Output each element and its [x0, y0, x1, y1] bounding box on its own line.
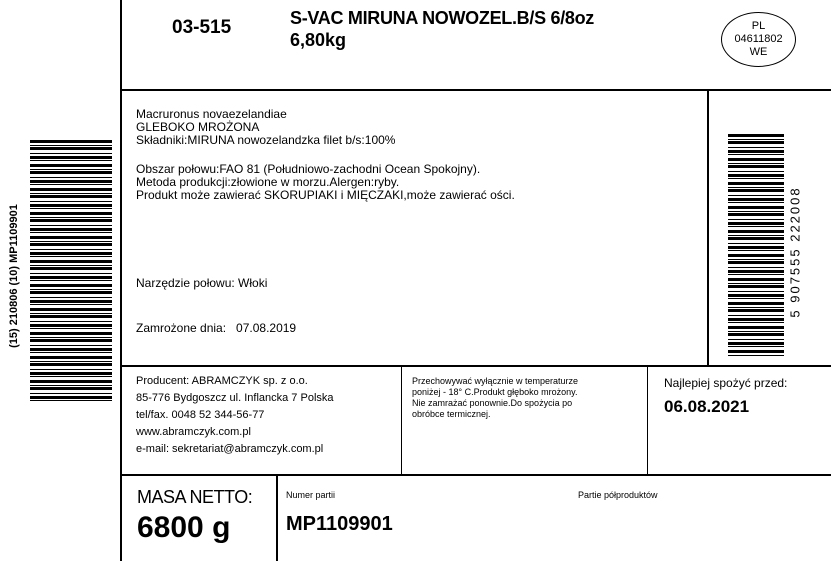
barcode-bar — [728, 315, 784, 316]
barcode-bar — [30, 180, 112, 183]
divider-storage-left — [401, 365, 402, 475]
best-before-label: Najlepiej spożyć przed: — [664, 376, 788, 390]
barcode-bar — [30, 252, 112, 255]
barcode-bar — [30, 273, 112, 274]
barcode-bar — [30, 145, 112, 146]
barcode-bar — [728, 307, 784, 308]
ingredients: Składniki:MIRUNA nowozelandzka filet b/s:100% — [136, 133, 396, 147]
fishing-area: Obszar połowu:FAO 81 (Południowo-zachodni Ocean Spokojny). — [136, 162, 481, 176]
barcode-bar — [30, 169, 112, 170]
barcode-bar — [30, 171, 112, 174]
barcode-bar — [728, 147, 784, 148]
production-method: Metoda produkcji:złowione w morzu.Alergen:ryby. — [136, 175, 400, 189]
barcode-bar — [30, 304, 112, 305]
barcode-bar — [30, 396, 112, 399]
barcode-bar — [728, 174, 784, 177]
barcode-bar — [728, 202, 784, 203]
barcode-bar — [30, 241, 112, 242]
barcode-bar — [30, 284, 112, 287]
barcode-bar — [728, 283, 784, 284]
barcode-bar — [30, 356, 112, 359]
barcode-bar — [30, 193, 112, 194]
barcode-bar — [30, 267, 112, 270]
barcode-bar — [30, 361, 112, 362]
barcode-bar — [30, 363, 112, 366]
barcode-bar — [30, 260, 112, 263]
barcode-bar — [728, 141, 784, 144]
barcode-bar — [30, 348, 112, 351]
barcode-bar — [30, 339, 112, 342]
barcode-bar — [30, 177, 112, 178]
barcode-bar — [30, 265, 112, 266]
product-weight: 6,80kg — [290, 30, 347, 50]
barcode-bar — [728, 326, 784, 329]
species-latin: Macruronus novaezelandiae — [136, 107, 287, 121]
barcode-bar — [728, 226, 784, 227]
barcode-bar — [728, 285, 784, 288]
batch-label: Numer partii — [286, 490, 336, 500]
barcode-bar — [728, 134, 784, 137]
barcode-bar — [30, 156, 112, 159]
barcode-bar — [30, 385, 112, 386]
divider-info — [120, 365, 831, 367]
barcode-bar — [30, 337, 112, 338]
barcode-bar — [728, 331, 784, 332]
barcode-bar — [30, 184, 112, 185]
storage-line: obróbce termicznej. — [412, 409, 491, 419]
producer-email: e-mail: sekretariat@abramczyk.com.pl — [136, 443, 324, 455]
barcode-bar — [30, 225, 112, 226]
barcode-bar — [728, 346, 784, 347]
barcode-bar — [728, 195, 784, 196]
barcode-bar — [30, 140, 112, 143]
barcode-bar — [728, 235, 784, 236]
barcode-bar — [728, 302, 784, 305]
barcode-bar — [728, 261, 784, 264]
barcode-bar — [30, 147, 112, 150]
barcode-bar — [728, 309, 784, 312]
barcode-bar — [728, 171, 784, 172]
barcode-bar — [30, 236, 112, 239]
producer-phone: tel/fax. 0048 52 344-56-77 — [136, 409, 265, 421]
barcode-bar — [728, 246, 784, 249]
barcode-bar — [30, 160, 112, 161]
barcode-bar — [728, 206, 784, 209]
barcode-bar — [30, 249, 112, 250]
barcode-bar — [728, 270, 784, 273]
barcode-bar — [728, 158, 784, 161]
barcode-right-text: 5 907555 222008 — [787, 186, 803, 318]
barcode-bar — [30, 212, 112, 215]
barcode-bar — [30, 332, 112, 335]
barcode-bar — [30, 232, 112, 233]
barcode-bar — [30, 208, 112, 209]
barcode-bar — [30, 328, 112, 329]
divider-header — [120, 89, 831, 91]
barcode-bar — [728, 259, 784, 260]
barcode-bar — [728, 182, 784, 185]
barcode-bar — [728, 267, 784, 268]
barcode-bar — [30, 164, 112, 167]
oval-country: PL — [751, 20, 766, 32]
divider-masa — [276, 474, 278, 561]
barcode-bar — [30, 204, 112, 207]
barcode-bar — [728, 254, 784, 257]
product-title: S-VAC MIRUNA NOWOZEL.B/S 6/8oz — [290, 8, 595, 28]
barcode-bar — [728, 187, 784, 188]
parts-label: Partie półproduktów — [578, 490, 658, 500]
barcode-bar — [30, 308, 112, 311]
best-before-date: 06.08.2021 — [664, 397, 750, 416]
barcode-bar — [30, 289, 112, 290]
barcode-bar — [728, 189, 784, 192]
barcode-bar — [728, 294, 784, 297]
product-info — [136, 108, 696, 202]
barcode-bar — [728, 222, 784, 225]
barcode-bar — [30, 393, 112, 394]
frozen-date: Zamrożone dnia: 07.08.2019 — [136, 321, 297, 335]
producer-website: www.abramczyk.com.pl — [136, 426, 251, 438]
product-code: 03-515 — [172, 17, 232, 38]
barcode-bar — [728, 198, 784, 201]
barcode-bar — [728, 318, 784, 321]
barcode-bar — [30, 352, 112, 353]
barcode-bar — [728, 243, 784, 244]
barcode-bar — [728, 355, 784, 356]
barcode-bar — [728, 237, 784, 240]
barcode-bar — [30, 324, 112, 327]
barcode-bar — [30, 297, 112, 298]
barcode-bar — [30, 313, 112, 314]
storage-line: Przechowywać wyłącznie w temperaturze — [412, 376, 579, 386]
barcode-left-text: (15) 210806 (10) MP1109901 — [8, 204, 20, 348]
barcode-bar — [30, 369, 112, 370]
barcode-bar — [30, 400, 112, 401]
frozen-status: GLEBOKO MROŻONA — [136, 120, 260, 134]
barcode-bar — [30, 380, 112, 383]
barcode-bar — [728, 278, 784, 281]
barcode-bar — [30, 195, 112, 198]
barcode-left — [30, 140, 112, 402]
batch-number: MP1109901 — [286, 513, 393, 535]
barcode-bar — [728, 342, 784, 345]
barcode-bar — [30, 321, 112, 322]
allergen-note: Produkt może zawierać SKORUPIAKI i MIĘCZAKI,może zawierać ości. — [136, 188, 515, 202]
producer-address: 85-776 Bydgoszcz ul. Inflancka 7 Polska — [136, 392, 334, 404]
fishing-gear: Narzędzie połowu: Włoki — [136, 276, 268, 290]
divider-barcode-right — [707, 89, 709, 366]
health-mark-oval — [721, 12, 796, 67]
barcode-bar — [728, 350, 784, 353]
barcode-bar — [728, 230, 784, 233]
barcode-bar — [728, 274, 784, 275]
barcode-bar — [30, 300, 112, 303]
barcode-bar — [30, 387, 112, 390]
producer-name: Producent: ABRAMCZYK sp. z o.o. — [136, 375, 308, 387]
barcode-bar — [30, 243, 112, 246]
barcode-bar — [30, 188, 112, 191]
barcode-bar — [30, 276, 112, 279]
barcode-bar — [728, 211, 784, 212]
border-left — [120, 0, 122, 561]
net-weight-label: MASA NETTO: — [137, 487, 253, 507]
barcode-bar — [728, 154, 784, 155]
barcode-bar — [728, 150, 784, 153]
barcode-bar — [728, 339, 784, 340]
barcode-bar — [30, 228, 112, 231]
barcode-bar — [728, 165, 784, 168]
barcode-bar — [30, 219, 112, 222]
barcode-bar — [728, 213, 784, 216]
storage-instructions — [412, 376, 647, 420]
barcode-bar — [30, 315, 112, 318]
barcode-bar — [728, 322, 784, 323]
barcode-bar — [728, 298, 784, 299]
barcode-bar — [30, 372, 112, 375]
barcode-bar — [728, 163, 784, 164]
producer-block — [136, 373, 334, 458]
storage-line: poniżej - 18° C.Produkt głęboko mrożony. — [412, 387, 578, 397]
oval-region: WE — [749, 46, 768, 58]
barcode-right — [728, 134, 784, 356]
barcode-bar — [30, 217, 112, 218]
barcode-bar — [30, 280, 112, 281]
barcode-bar — [30, 376, 112, 377]
info-spacer — [136, 147, 696, 163]
barcode-bar — [728, 219, 784, 220]
barcode-bar — [30, 201, 112, 202]
oval-number: 04611802 — [734, 33, 783, 45]
barcode-bar — [728, 178, 784, 179]
divider-storage-right — [647, 365, 648, 475]
barcode-bar — [728, 291, 784, 292]
barcode-bar — [728, 333, 784, 336]
barcode-bar — [30, 291, 112, 294]
divider-producer — [120, 474, 831, 476]
net-weight-value: 6800 g — [137, 511, 231, 544]
storage-line: Nie zamrażać ponownie.Do spożycia po — [412, 398, 573, 408]
barcode-bar — [30, 153, 112, 154]
barcode-bar — [728, 250, 784, 251]
barcode-bar — [728, 139, 784, 140]
barcode-bar — [30, 345, 112, 346]
barcode-bar — [30, 256, 112, 257]
